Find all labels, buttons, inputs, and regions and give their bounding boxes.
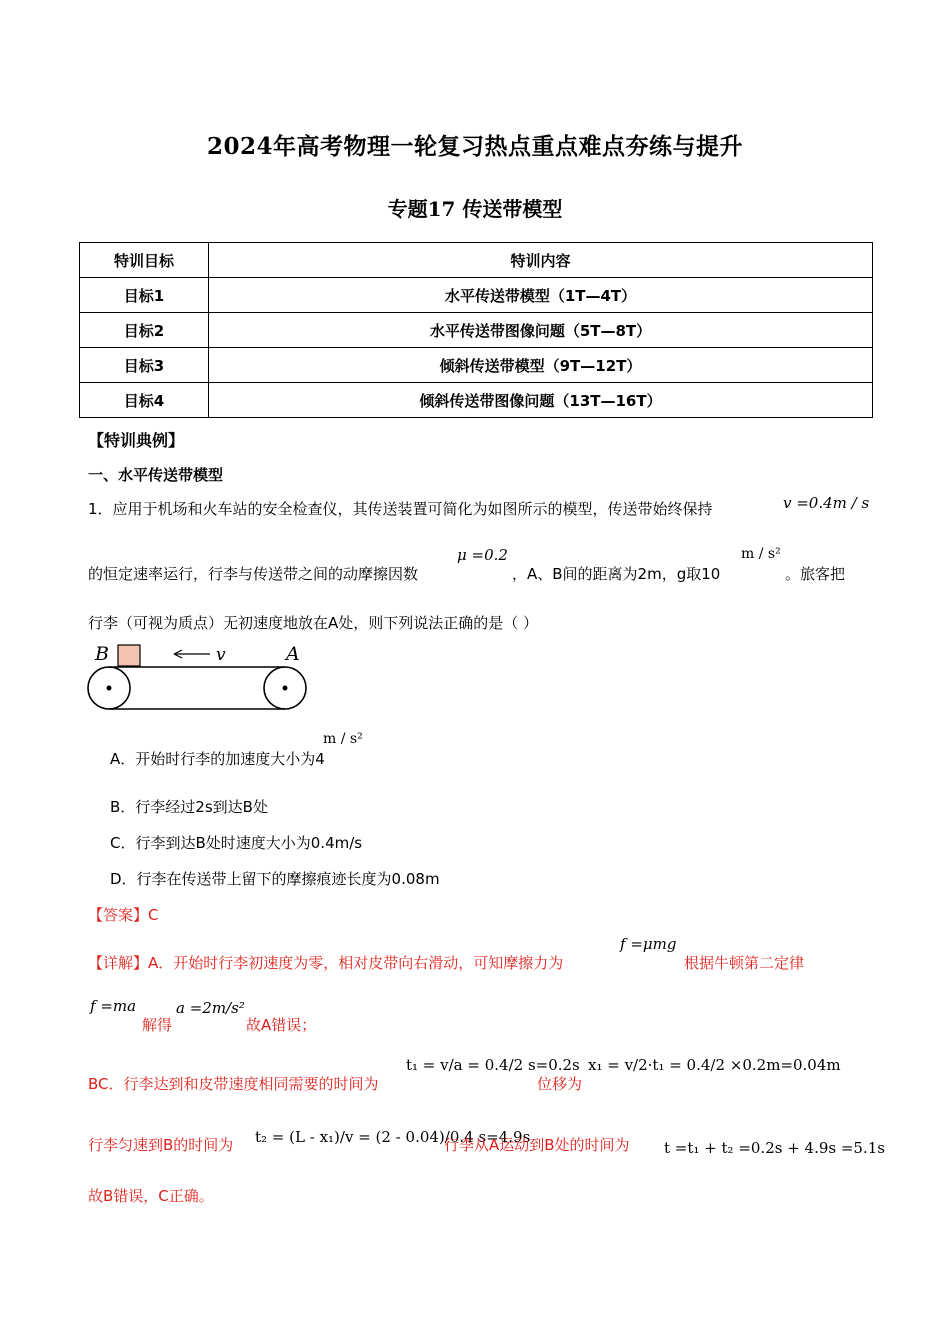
question-line-2c: 。旅客把 [785,565,846,583]
table-row [80,313,873,348]
question-line-2b: ，A、B间的距离为2m，g取10 [512,565,721,583]
right-pulley-axle [283,686,288,691]
label-a: A [286,643,300,665]
question-line-2a: 的恒定速率运行，行李与传送带之间的动摩擦因数 [88,565,419,583]
luggage-box [118,645,140,666]
table-cell: 目标2 [80,313,209,348]
table-cell: 目标3 [80,348,209,383]
answer: 【答案】C [88,906,159,924]
table-cell: 倾斜传送带图像问题（13T—16T） [209,383,873,418]
table-cell: 水平传送带模型（1T—4T） [209,278,873,313]
table-row [80,348,873,383]
explanation-line-1b: 根据牛顿第二定律 [684,954,805,972]
table-cell: 目标1 [80,278,209,313]
main-title: 2024年高考物理一轮复习热点重点难点夯练与提升 [206,133,743,160]
option-d: D．行李在传送带上留下的摩擦痕迹长度为0.08m [110,870,440,888]
question-speed: v =0.4m / s [783,494,870,512]
table-cell: 倾斜传送带模型（9T—12T） [209,348,873,383]
time-t1-formula: t₁ = v/a = 0.4/2 s=0.2s [406,1056,580,1074]
explanation-line-5: 故B错误，C正确。 [88,1187,214,1205]
explanation-line-4b: 行李从A运动到B处的时间为 [444,1136,630,1154]
explanation-line-2a: 解得 [142,1016,173,1034]
table-header-row [80,243,873,278]
table-row [80,278,873,313]
section-heading: 一、水平传送带模型 [88,466,224,484]
option-c: C．行李到达B处时速度大小为0.4m/s [110,834,363,852]
section-label: 【特训典例】 [88,431,185,450]
acceleration-formula: a =2m/s² [176,999,245,1017]
sub-title: 专题17 传送带模型 [387,197,563,221]
total-time-formula: t =t₁ + t₂ =0.2s + 4.9s =5.1s [664,1139,885,1157]
table-header-cell: 特训内容 [209,243,873,278]
newton-formula: f =ma [90,997,137,1015]
friction-formula: f =μmg [620,935,677,953]
question-line-1: 1．应用于机场和火车站的安全检查仪，其传送装置可简化为如图所示的模型，传送带始终保持 [88,500,713,518]
displacement-formula: x₁ = v/2·t₁ = 0.4/2 ×0.2m=0.04m [588,1056,841,1074]
table-header-cell: 特训目标 [80,243,209,278]
label-v: v [216,645,226,665]
conveyor-figure [86,640,314,716]
explanation-line-1a: 【详解】A．开始时行李初速度为零，相对皮带向右滑动，可知摩擦力为 [88,954,564,972]
table-cell: 目标4 [80,383,209,418]
goals-table [79,242,873,418]
explanation-line-4a: 行李匀速到B的时间为 [88,1136,234,1154]
question-unit: m / s² [741,546,781,562]
explanation-line-3a: BC．行李达到和皮带速度相同需要的时间为 [88,1075,379,1093]
option-b: B．行李经过2s到达B处 [110,798,268,816]
explanation-line-2b: 故A错误； [246,1016,317,1034]
table-cell: 水平传送带图像问题（5T—8T） [209,313,873,348]
explanation-line-3b: 位移为 [537,1075,583,1093]
option-a-unit: m / s² [323,731,363,747]
question-mu: μ =0.2 [457,546,508,564]
label-b: B [95,643,109,665]
option-a: A．开始时行李的加速度大小为4 [110,750,325,768]
left-pulley-axle [107,686,112,691]
table-row [80,383,873,418]
time-t2-formula: t₂ = (L - x₁)/v = (2 - 0.04)/0.4 s=4.9s [255,1128,531,1146]
question-line-3: 行李（可视为质点）无初速度地放在A处，则下列说法正确的是（ ） [88,614,539,632]
